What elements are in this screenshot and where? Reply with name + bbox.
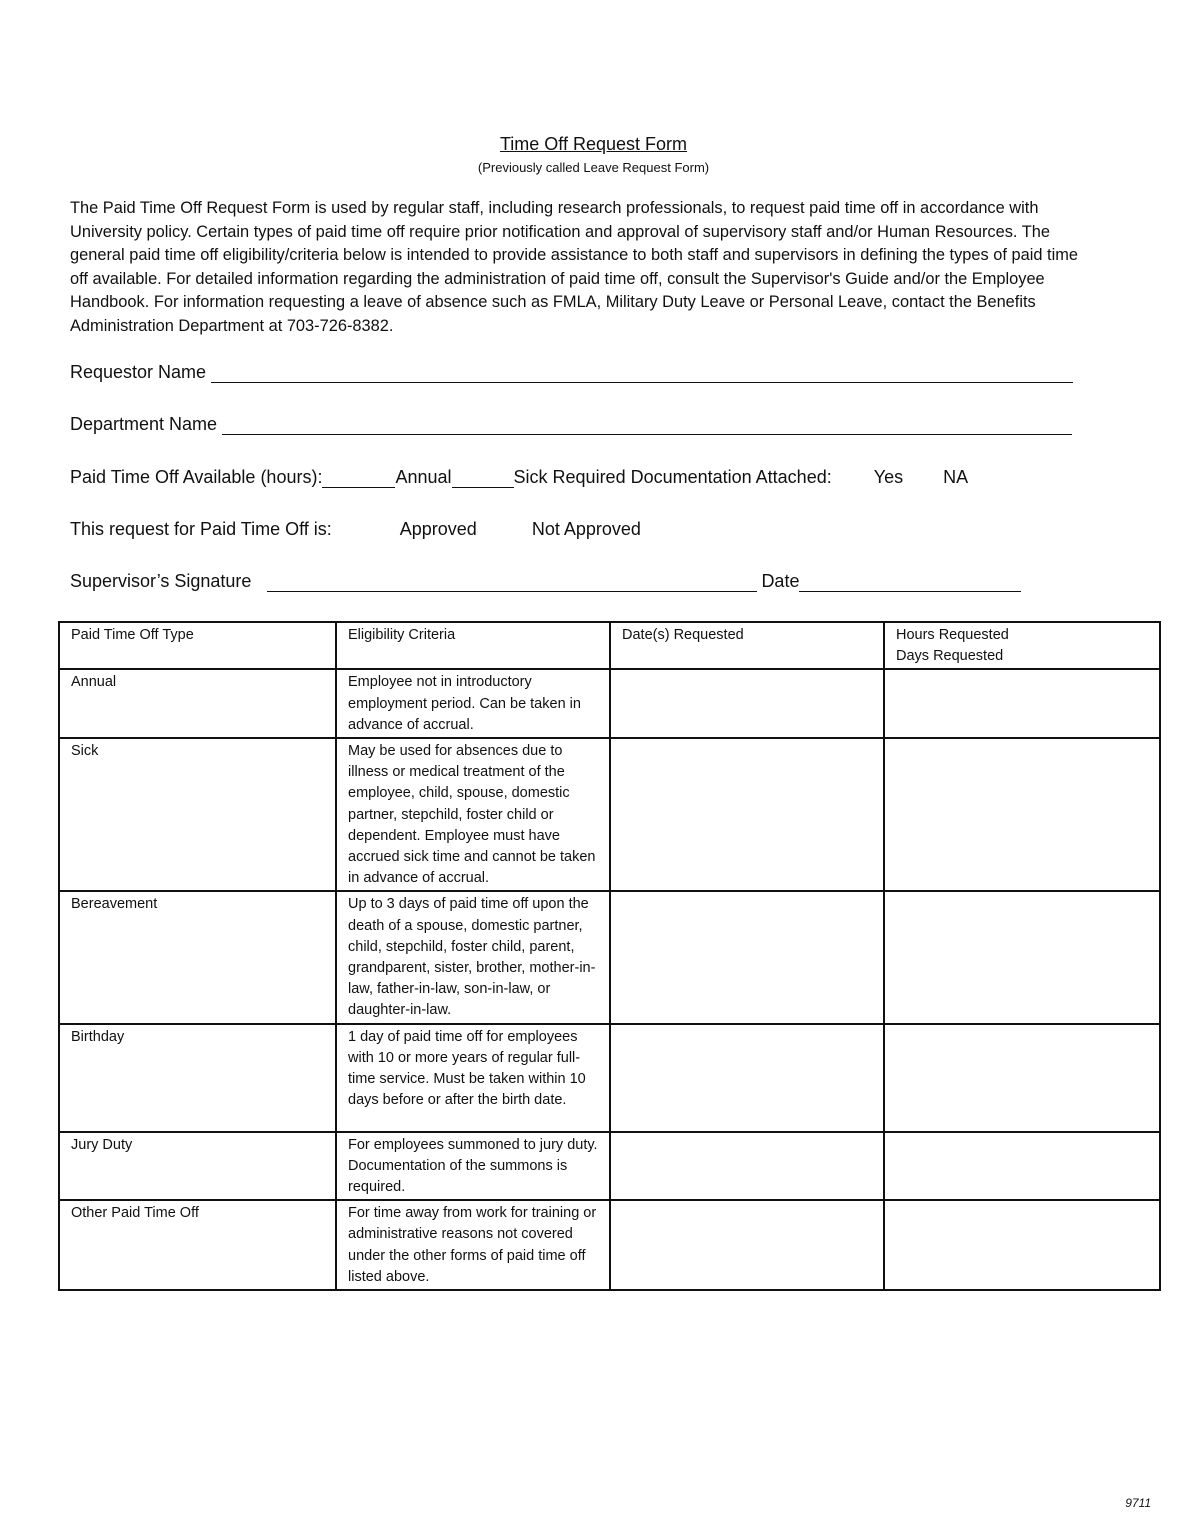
requestor-label: Requestor Name: [70, 362, 207, 382]
hours-requested-cell[interactable]: [884, 1132, 1160, 1201]
hours-requested-cell[interactable]: [884, 891, 1160, 1023]
page-number: 9711: [1125, 1496, 1151, 1510]
signature-row: [70, 571, 1021, 592]
intro-paragraph: The Paid Time Off Request Form is used by regular staff, including research professionals, to request paid time off in accordance with University policy. Certain types of paid time off require prior notification and approval of supervisory staff and/or Human Resources. The general paid time off eligibility/criteria below is intended to provide assistance to both staff and supervisors in defining the types of paid time off available. For detailed information regarding the administration of paid time off, consult the Supervisor's Guide and/or the Employee Handbook. For information requesting a leave of absence such as FMLA, Military Duty Leave or Personal Leave, contact the Benefits Administration Department at 703-726-8382.: [70, 199, 1078, 335]
table-row: [59, 1132, 1160, 1201]
dates-requested-cell[interactable]: [610, 1132, 884, 1201]
criteria-cell: For time away from work for training or administrative reasons not covered under the other forms of paid time off listed above.: [336, 1200, 610, 1290]
table-row: [59, 891, 1160, 1023]
request-status-label: This request for Paid Time Off is:: [70, 519, 332, 539]
criteria-cell: 1 day of paid time off for employees with 10 or more years of regular full-time service. Must be taken within 10 days before or after the birth date.: [336, 1024, 610, 1132]
pto-available-label: Paid Time Off Available (hours):: [70, 467, 323, 487]
table-header-row: [59, 622, 1160, 669]
annual-hours-field[interactable]: [452, 470, 514, 488]
signature-label: Supervisor’s Signature: [70, 571, 252, 591]
sick-doc-label: Sick Required Documentation Attached:: [513, 467, 832, 487]
pto-hours-field[interactable]: [322, 470, 395, 488]
requestor-name-field[interactable]: [211, 365, 1073, 383]
department-label: Department Name: [70, 414, 218, 434]
date-field[interactable]: [799, 574, 1021, 592]
hours-requested-cell[interactable]: [884, 669, 1160, 738]
table-row: [59, 669, 1160, 738]
pto-available-row: [70, 467, 968, 488]
criteria-cell: Up to 3 days of paid time off upon the death of a spouse, domestic partner, child, stepchild, foster child, parent, grandparent, sister, brother, mother-in-law, father-in-law, son-in-law, or daughter-in-law.: [336, 891, 610, 1023]
type-cell: Other Paid Time Off: [59, 1200, 336, 1290]
department-name-field[interactable]: [222, 417, 1072, 435]
table-row: [59, 1024, 1160, 1132]
header-hours: Hours Requested: [896, 627, 1009, 643]
criteria-cell: May be used for absences due to illness or medical treatment of the employee, child, spouse, domestic partner, stepchild, foster child or dependent. Employee must have accrued sick time and cannot be taken in advance of accrual.: [336, 738, 610, 891]
header-dates: Date(s) Requested: [610, 622, 884, 669]
pto-types-table: [58, 621, 1161, 1291]
type-cell: Jury Duty: [59, 1132, 336, 1201]
header-criteria: Eligibility Criteria: [336, 622, 610, 669]
not-approved-option[interactable]: Not Approved: [531, 519, 641, 539]
table-row: [59, 1200, 1160, 1290]
hours-requested-cell[interactable]: [884, 1024, 1160, 1132]
annual-label: Annual: [395, 467, 452, 487]
header-type: Paid Time Off Type: [59, 622, 336, 669]
dates-requested-cell[interactable]: [610, 738, 884, 891]
department-row: [70, 414, 1072, 435]
type-cell: Sick: [59, 738, 336, 891]
criteria-cell: Employee not in introductory employment period. Can be taken in advance of accrual.: [336, 669, 610, 738]
yes-option[interactable]: Yes: [873, 467, 904, 487]
approved-option[interactable]: Approved: [399, 519, 477, 539]
hours-requested-cell[interactable]: [884, 1200, 1160, 1290]
requestor-row: [70, 362, 1073, 383]
date-label: Date: [761, 571, 800, 591]
criteria-cell: For employees summoned to jury duty. Documentation of the summons is required.: [336, 1132, 610, 1201]
type-cell: Bereavement: [59, 891, 336, 1023]
dates-requested-cell[interactable]: [610, 669, 884, 738]
signature-field[interactable]: [267, 574, 757, 592]
dates-requested-cell[interactable]: [610, 1024, 884, 1132]
type-cell: Birthday: [59, 1024, 336, 1132]
form-title: Time Off Request Form: [499, 134, 688, 154]
table-row: [59, 738, 1160, 891]
dates-requested-cell[interactable]: [610, 1200, 884, 1290]
type-cell: Annual: [59, 669, 336, 738]
form-subtitle: (Previously called Leave Request Form): [477, 160, 710, 175]
hours-requested-cell[interactable]: [884, 738, 1160, 891]
dates-requested-cell[interactable]: [610, 891, 884, 1023]
na-option[interactable]: NA: [943, 467, 969, 487]
request-status-row: [70, 519, 641, 540]
header-hours-days: [884, 622, 1160, 669]
header-days: Days Requested: [896, 648, 1004, 665]
